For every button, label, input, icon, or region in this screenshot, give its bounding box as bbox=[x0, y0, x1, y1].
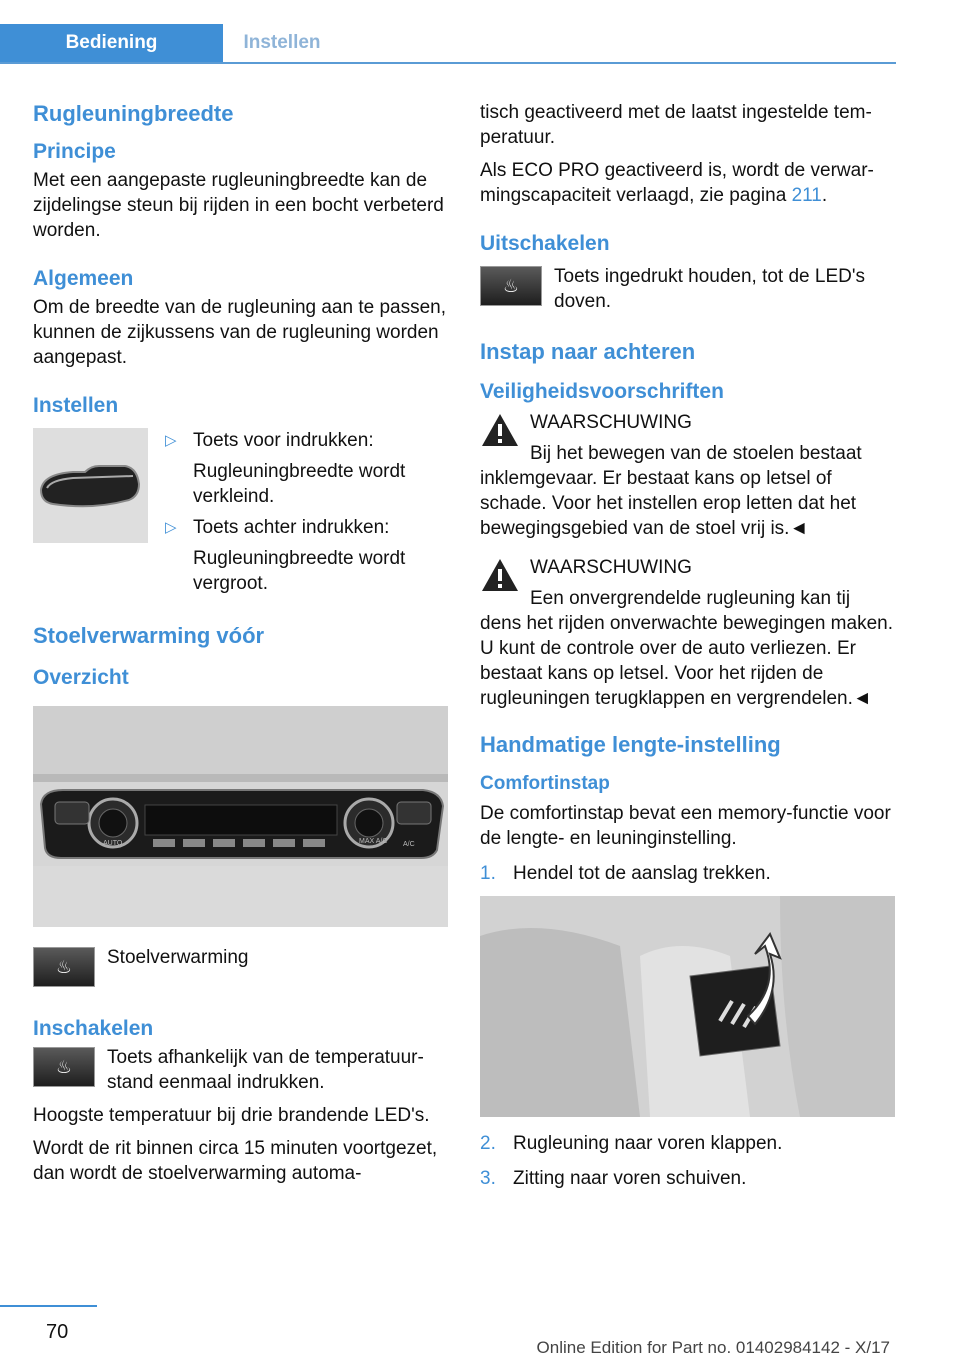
list-item-desc: Rugleuningbreedte wordt vergroot. bbox=[193, 548, 406, 594]
warning-first-line: Een onvergrendelde rugleuning kan tij bbox=[530, 588, 851, 609]
heading-inschakelen: Inschakelen bbox=[33, 1017, 154, 1040]
page-number: 70 bbox=[46, 1321, 69, 1343]
heading-comfortinstap: Comfortinstap bbox=[480, 773, 610, 794]
seat-heating-label: Stoelverwarming bbox=[107, 947, 249, 968]
list-item bbox=[165, 428, 448, 509]
panel-max-label: MAX A/C bbox=[359, 838, 388, 845]
hoogste-text: Hoogste temperatuur bij drie brandende LED's. bbox=[33, 1105, 430, 1126]
warning-2-body: dens het rijden onverwachte bewegingen maken. U kunt de controle over de auto verliezen. Er bestaat kans op letsel. Voor het rijden de rugleuningen terugklappen en vergrendelen.◄ bbox=[480, 613, 893, 709]
warning-triangle-icon bbox=[480, 412, 520, 448]
principe-text: Met een aangepaste rugleuningbreedte kan de zijdelingse steun bij rijden in een bocht verbeterd worden. bbox=[33, 170, 444, 241]
step-text: Hendel tot de aanslag trekken. bbox=[513, 863, 771, 884]
section-title-handmatig: Handmatige lengte-instelling bbox=[480, 732, 781, 757]
inschakelen-row bbox=[33, 1045, 448, 1095]
warning-title: WAARSCHUWING bbox=[530, 557, 692, 578]
uitschakelen-row bbox=[480, 264, 896, 314]
uitschakelen-text: Toets ingedrukt houden, tot de LED's doven. bbox=[554, 266, 865, 312]
panel-ac-label: A/C bbox=[403, 841, 415, 848]
climate-control-panel-icon bbox=[33, 706, 448, 927]
eco-text-after: . bbox=[821, 185, 828, 206]
climate-panel-image bbox=[33, 706, 448, 927]
heading-overzicht: Overzicht bbox=[33, 666, 129, 689]
section-title-rugleuningbreedte: Rugleuningbreedte bbox=[33, 101, 234, 126]
heading-instellen: Instellen bbox=[33, 394, 119, 417]
left-column bbox=[33, 100, 448, 1194]
warning-triangle-icon bbox=[480, 557, 520, 593]
header-tabs bbox=[0, 24, 896, 64]
seat-heating-icon: ♨ bbox=[33, 1047, 95, 1087]
wordt-text: Wordt de rit binnen circa 15 minuten voortgezet, dan wordt de stoelverwarming automa- bbox=[33, 1138, 438, 1184]
list-item-title: Toets achter indrukken: bbox=[193, 517, 390, 538]
instellen-block bbox=[33, 428, 448, 600]
section-title-instap: Instap naar achteren bbox=[480, 339, 696, 364]
footer-divider bbox=[0, 1305, 97, 1307]
seat-width-button-image bbox=[33, 428, 148, 543]
list-item bbox=[165, 515, 448, 596]
heading-veiligheid: Veiligheidsvoorschriften bbox=[480, 380, 724, 403]
warning-1 bbox=[480, 410, 896, 466]
continued-text: tisch geactiveerd met de laatst ingestelde temperatuur. bbox=[480, 102, 872, 148]
eco-text bbox=[480, 158, 896, 208]
list-triangle-icon: ▷ bbox=[165, 432, 177, 449]
right-column bbox=[480, 100, 896, 1195]
seat-heating-icon: ♨ bbox=[33, 947, 95, 987]
panel-auto-label: AUTO bbox=[103, 840, 123, 847]
list-item bbox=[480, 1166, 896, 1191]
page-link-211[interactable]: 211 bbox=[791, 185, 822, 206]
seat-width-button-icon bbox=[33, 428, 148, 543]
list-item bbox=[480, 1131, 896, 1156]
step-text: Zitting naar voren schuiven. bbox=[513, 1168, 747, 1189]
inschakelen-text: Toets afhankelijk van de temperatuurstand eenmaal indrukken. bbox=[107, 1047, 424, 1093]
tab-bediening[interactable]: Bediening bbox=[0, 24, 223, 62]
heading-algemeen: Algemeen bbox=[33, 267, 134, 290]
step-number: 2. bbox=[480, 1133, 496, 1154]
steps-list bbox=[480, 861, 896, 886]
warning-title: WAARSCHUWING bbox=[530, 412, 692, 433]
list-triangle-icon: ▷ bbox=[165, 519, 177, 536]
edition-text: Online Edition for Part no. 01402984142 - X/17 bbox=[536, 1338, 890, 1357]
step-number: 3. bbox=[480, 1168, 496, 1189]
seat-lever-image bbox=[480, 896, 895, 1117]
list-item bbox=[480, 861, 896, 886]
warning-1-body: inklemgevaar. Er bestaat kans op letsel of schade. Voor het instellen erop letten dat het bewegingsgebied van de stoel vrij is.◄ bbox=[480, 468, 857, 539]
step-number: 1. bbox=[480, 863, 496, 884]
instellen-list bbox=[165, 428, 448, 600]
steps-list-continued bbox=[480, 1131, 896, 1191]
seat-heating-icon: ♨ bbox=[480, 266, 542, 306]
warning-2 bbox=[480, 555, 896, 611]
seat-lever-illustration bbox=[480, 896, 895, 1117]
step-text: Rugleuning naar voren klappen. bbox=[513, 1133, 783, 1154]
list-item-desc: Rugleuningbreedte wordt verkleind. bbox=[193, 461, 406, 507]
list-item-title: Toets voor indrukken: bbox=[193, 430, 374, 451]
algemeen-text: Om de breedte van de rugleuning aan te passen, kunnen de zijkussens van de rugleuning worden aangepast. bbox=[33, 297, 447, 368]
tab-instellen[interactable]: Instellen bbox=[243, 32, 321, 53]
warning-first-line: Bij het bewegen van de stoelen bestaat bbox=[530, 443, 862, 464]
eco-text-before: Als ECO PRO geactiveerd is, wordt de verwarmingscapaciteit verlaagd, zie pagina bbox=[480, 160, 874, 206]
seat-heating-legend bbox=[33, 945, 448, 987]
comfort-text: De comfortinstap bevat een memory-functie voor de lengte- en leuninginstelling. bbox=[480, 803, 891, 849]
section-title-stoelverwarming: Stoelverwarming vóór bbox=[33, 623, 265, 648]
heading-uitschakelen: Uitschakelen bbox=[480, 232, 610, 255]
heading-principe: Principe bbox=[33, 140, 116, 163]
